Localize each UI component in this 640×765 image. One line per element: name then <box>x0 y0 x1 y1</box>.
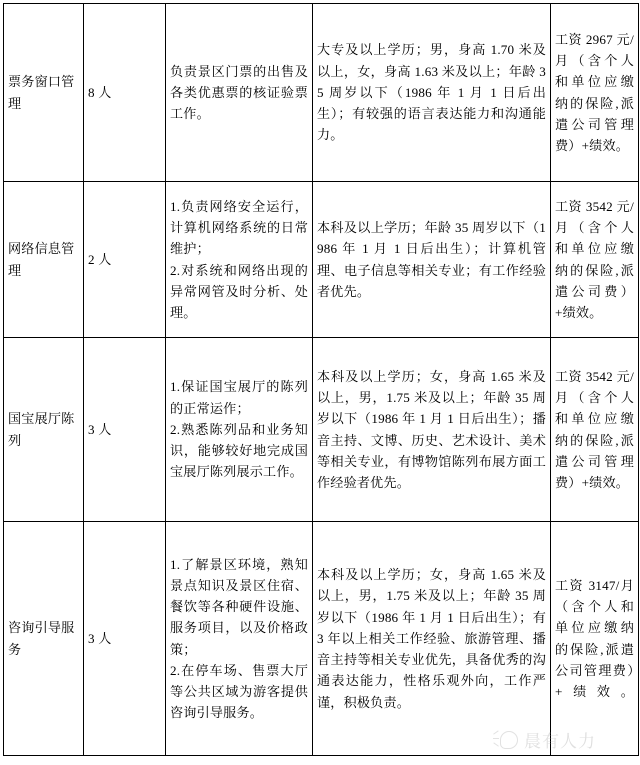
watermark-text: 晨有人力 <box>524 731 596 751</box>
table-row <box>4 4 639 182</box>
cell-duty: 1.保证国宝展厅的陈列的正常运作； 2.熟悉陈列品和业务知识，能够较好地完成国宝展厅陈列展示工作。 <box>166 338 313 522</box>
cell-salary: 工资 3542 元/月（含个人和单位应缴纳的保险,派遣公司管理费）+绩效。 <box>551 338 639 522</box>
recruitment-table <box>3 3 639 756</box>
cell-duty: 1.负责网络安全运行，计算机网络系统的日常维护； 2.对系统和网络出现的异常网管及时分析、处理。 <box>166 182 313 338</box>
cell-post: 国宝展厅陈列 <box>4 338 84 522</box>
cell-salary: 工资 3542 元/月（含个人和单位应缴纳的保险,派遣公司费）+绩效。 <box>551 182 639 338</box>
cell-post: 咨询引导服务 <box>4 522 84 756</box>
cell-post: 网络信息管理 <box>4 182 84 338</box>
table-row <box>4 338 639 522</box>
table-row <box>4 522 639 756</box>
cell-salary: 工资 2967 元/月（含个人和单位应缴纳的保险,派遣公司管理费）+绩效。 <box>551 4 639 182</box>
cell-requirement: 本科及以上学历；女，身高 1.65 米及以上，男，1.75 米及以上；年龄 35 周岁以下（1986 年 1 月 1 日后出生）；有 3 年以上相关工作经验、旅游管理、播音主持等相关专业优先，具备优秀的沟通表达能力，性格乐观外向，工作严谨，积极负责。 <box>313 522 551 756</box>
cell-count: 3 人 <box>84 338 166 522</box>
cell-duty: 负责景区门票的出售及各类优惠票的核证验票工作。 <box>166 4 313 182</box>
cell-requirement: 大专及以上学历；男，身高 1.70 米及以上，女，身高 1.63 米及以上；年龄 35 周岁以下（1986 年 1 月 1 日后出生）；有较强的语言表达能力和沟通能力。 <box>313 4 551 182</box>
table-body <box>4 4 639 756</box>
cell-requirement: 本科及以上学历；女，身高 1.65 米及以上，男，1.75 米及以上；年龄 35 周岁以下（1986 年 1 月 1 日后出生）；播音主持、文博、历史、艺术设计、美术等相关专业，有博物馆陈列布展方面工作经验者优先。 <box>313 338 551 522</box>
cell-count: 2 人 <box>84 182 166 338</box>
cell-duty: 1.了解景区环境，熟知景点知识及景区住宿、餐饮等各种硬件设施、服务项目，以及价格政策； 2.在停车场、售票大厅等公共区域为游客提供咨询引导服务。 <box>166 522 313 756</box>
cell-post: 票务窗口管理 <box>4 4 84 182</box>
table-row <box>4 182 639 338</box>
cell-count: 3 人 <box>84 522 166 756</box>
cell-count: 8 人 <box>84 4 166 182</box>
cell-requirement: 本科及以上学历；年龄 35 周岁以下（1986 年 1 月 1 日后出生）；计算机管理、电子信息等相关专业；有工作经验者优先。 <box>313 182 551 338</box>
cell-salary: 工资 3147/月（含个人和单位应缴纳的保险,派遣公司管理费）+绩效。 <box>551 522 639 756</box>
